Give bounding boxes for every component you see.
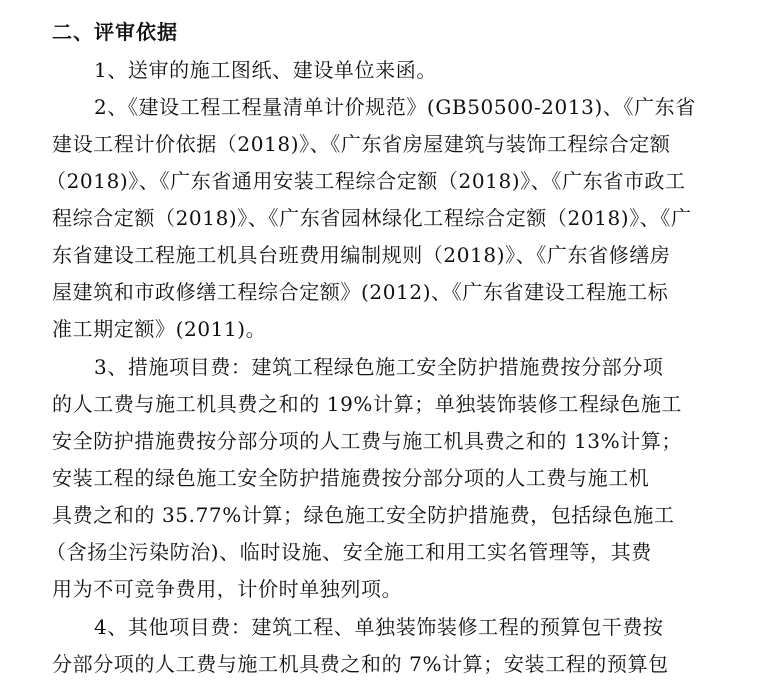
paragraph-3-line-5: 具费之和的 35.77%计算；绿色施工安全防护措施费，包括绿色施工 <box>52 503 675 527</box>
section-heading: 二、评审依据 <box>52 20 178 44</box>
paragraph-3-line-7: 用为不可竞争费用，计价时单独列项。 <box>52 577 403 601</box>
paragraph-3-line-1: 3、措施项目费：建筑工程绿色施工安全防护措施费按分部分项 <box>94 355 664 379</box>
paragraph-2-line-5: 东省建设工程施工机具台班费用编制规则（2018)》、《广东省修缮房 <box>52 243 671 267</box>
paragraph-2-line-7: 准工期定额》(2011)。 <box>52 317 267 341</box>
paragraph-3-line-2: 的人工费与施工机具费之和的 19%计算；单独装饰装修工程绿色施工 <box>52 392 683 416</box>
paragraph-2-line-6: 屋建筑和市政修缮工程综合定额》(2012)、《广东省建设工程施工标 <box>52 280 669 304</box>
paragraph-4-line-2: 分部分项的人工费与施工机具费之和的 7%计算；安装工程的预算包 <box>52 652 669 676</box>
paragraph-3-line-6: （含扬尘污染防治)、临时设施、安全施工和用工实名管理等，其费 <box>46 540 652 564</box>
paragraph-2-line-2: 建设工程计价依据（2018)》、《广东省房屋建筑与装饰工程综合定额 <box>52 132 671 156</box>
paragraph-2-line-1: 2、《建设工程工程量清单计价规范》(GB50500-2013)、《广东省 <box>94 95 696 119</box>
paragraph-4-line-1: 4、其他项目费：建筑工程、单独装饰装修工程的预算包干费按 <box>94 615 664 639</box>
paragraph-2-line-4: 程综合定额（2018)》、《广东省园林绿化工程综合定额（2018)》、《广 <box>52 206 692 230</box>
paragraph-3-line-3: 安全防护措施费按分部分项的人工费与施工机具费之和的 13%计算； <box>52 429 683 453</box>
paragraph-3-line-4: 安装工程的绿色施工安全防护措施费按分部分项的人工费与施工机 <box>52 466 650 490</box>
paragraph-1-line-1: 1、送审的施工图纸、建设单位来函。 <box>94 58 437 82</box>
paragraph-2-line-3: （2018)》、《广东省通用安装工程综合定额（2018)》、《广东省市政工 <box>46 169 686 193</box>
